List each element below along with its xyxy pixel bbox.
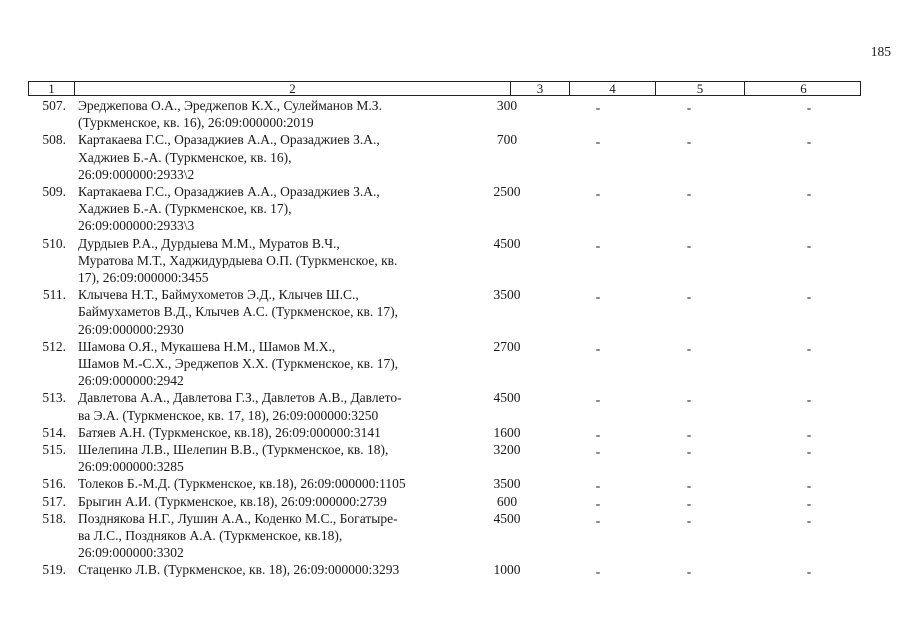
col-5-value: - bbox=[686, 426, 692, 442]
owner-description bbox=[78, 97, 460, 131]
description-line: ва Э.А. (Туркменское, кв. 17, 18), 26:09:000000:3250 bbox=[78, 407, 379, 423]
owner-description bbox=[78, 561, 460, 578]
row-number: 512. bbox=[42, 338, 66, 354]
header-col-4: 4 bbox=[570, 82, 656, 95]
table-row bbox=[0, 510, 900, 562]
col-6-value: - bbox=[806, 512, 812, 528]
col-4-value: - bbox=[595, 478, 601, 494]
header-col-3: 3 bbox=[511, 82, 570, 95]
description-line: Стаценко Л.В. (Туркменское, кв. 18), 26:09:000000:3293 bbox=[78, 562, 400, 578]
table-row bbox=[0, 441, 900, 475]
header-col-5: 5 bbox=[656, 82, 745, 95]
table-row bbox=[0, 561, 900, 578]
col-6-value: - bbox=[806, 186, 812, 202]
owner-description bbox=[78, 183, 460, 235]
col-6-value: - bbox=[806, 289, 812, 305]
row-number: 508. bbox=[42, 132, 66, 148]
col-4-value: - bbox=[595, 289, 601, 305]
description-line: 26:09:000000:2933\3 bbox=[78, 218, 195, 234]
area-value: 3500 bbox=[493, 287, 521, 303]
owner-description bbox=[78, 424, 460, 441]
row-number: 514. bbox=[42, 424, 66, 440]
table-row bbox=[0, 493, 900, 510]
page-number: 185 bbox=[870, 44, 891, 59]
owner-description bbox=[78, 286, 460, 338]
col-6-value: - bbox=[806, 237, 812, 253]
owner-description bbox=[78, 475, 460, 492]
header-col-1: 1 bbox=[29, 82, 75, 95]
description-line: Брыгин А.И. (Туркменское, кв.18), 26:09:000000:2739 bbox=[78, 493, 387, 509]
description-line: 26:09:000000:2942 bbox=[78, 373, 184, 389]
owner-description bbox=[78, 131, 460, 183]
table-row bbox=[0, 475, 900, 492]
row-number: 516. bbox=[42, 476, 66, 492]
col-5-value: - bbox=[686, 392, 692, 408]
description-line: 26:09:000000:2930 bbox=[78, 321, 184, 337]
col-5-value: - bbox=[686, 237, 692, 253]
table-row bbox=[0, 97, 900, 131]
col-6-value: - bbox=[806, 495, 812, 511]
col-6-value: - bbox=[806, 392, 812, 408]
col-5-value: - bbox=[686, 564, 692, 580]
description-line: Давлетова А.А., Давлетова Г.З., Давлетов А.В., Давлето- bbox=[78, 390, 402, 406]
table-row bbox=[0, 389, 900, 423]
description-line: Шамова О.Я., Мукашева Н.М., Шамов М.Х., bbox=[78, 338, 336, 354]
row-number: 511. bbox=[42, 287, 66, 303]
col-4-value: - bbox=[595, 186, 601, 202]
area-value: 4500 bbox=[493, 510, 521, 526]
col-4-value: - bbox=[595, 100, 601, 115]
table-row bbox=[0, 338, 900, 390]
description-line: 26:09:000000:3285 bbox=[78, 459, 184, 475]
col-5-value: - bbox=[686, 340, 692, 356]
col-4-value: - bbox=[595, 512, 601, 528]
col-5-value: - bbox=[686, 495, 692, 511]
description-line: Картакаева Г.С., Оразаджиев А.А., Оразаджиев З.А., bbox=[78, 184, 380, 200]
description-line: 26:09:000000:2933\2 bbox=[78, 166, 195, 182]
description-line: Позднякова Н.Г., Лушин А.А., Коденко М.С., Богатыре- bbox=[78, 510, 398, 526]
description-line: 17), 26:09:000000:3455 bbox=[78, 270, 209, 286]
owner-description bbox=[78, 389, 460, 423]
row-number: 518. bbox=[42, 510, 66, 526]
col-5-value: - bbox=[686, 289, 692, 305]
col-5-value: - bbox=[686, 478, 692, 494]
col-4-value: - bbox=[595, 444, 601, 460]
row-number: 515. bbox=[42, 442, 66, 458]
area-value: 1000 bbox=[493, 562, 521, 578]
header-col-6: 6 bbox=[800, 81, 807, 96]
area-value: 4500 bbox=[493, 390, 521, 406]
description-line: Клычева Н.Т., Баймухометов Э.Д., Клычев Ш.С., bbox=[78, 287, 359, 303]
description-line: Эреджепова О.А., Эреджепов К.Х., Сулейманов М.З. bbox=[78, 98, 382, 113]
description-line: ва Л.С., Поздняков А.А. (Туркменское, кв.18), bbox=[78, 528, 343, 544]
description-line: Шамов М.-С.Х., Эреджепов Х.Х. (Туркменское, кв. 17), bbox=[78, 356, 399, 372]
col-5-value: - bbox=[686, 186, 692, 202]
col-6-value: - bbox=[806, 564, 812, 580]
table-body bbox=[0, 97, 900, 579]
col-5-value: - bbox=[686, 444, 692, 460]
owner-description bbox=[78, 510, 460, 562]
description-line: 26:09:000000:3302 bbox=[78, 545, 184, 561]
col-4-value: - bbox=[595, 495, 601, 511]
col-6-value: - bbox=[806, 134, 812, 150]
col-5-value: - bbox=[686, 512, 692, 528]
description-line: Хаджиев Б.-А. (Туркменское, кв. 16), bbox=[78, 149, 292, 165]
description-line: Баймухаметов В.Д., Клычев А.С. (Туркменское, кв. 17), bbox=[78, 304, 398, 320]
col-6-value: - bbox=[806, 478, 812, 494]
area-value: 600 bbox=[496, 493, 518, 509]
col-4-value: - bbox=[595, 564, 601, 580]
description-line: Муратова М.Т., Хаджидурдыева О.П. (Туркменское, кв. bbox=[78, 252, 398, 268]
owner-description bbox=[78, 235, 460, 287]
col-6-value: - bbox=[806, 100, 812, 115]
description-line: Дурдыев Р.А., Дурдыева М.М., Муратов В.Ч., bbox=[78, 235, 340, 251]
col-4-value: - bbox=[595, 134, 601, 150]
col-5-value: - bbox=[686, 134, 692, 150]
description-line: Картакаева Г.С., Оразаджиев А.А., Оразаджиев З.А., bbox=[78, 132, 380, 148]
area-value: 2700 bbox=[493, 338, 521, 354]
col-6-value: - bbox=[806, 340, 812, 356]
area-value: 2500 bbox=[493, 184, 521, 200]
table-row bbox=[0, 286, 900, 338]
description-line: Хаджиев Б.-А. (Туркменское, кв. 17), bbox=[78, 201, 292, 217]
owner-description bbox=[78, 338, 460, 390]
area-value: 4500 bbox=[493, 235, 521, 251]
table-row bbox=[0, 235, 900, 287]
col-4-value: - bbox=[595, 340, 601, 356]
table-row bbox=[0, 131, 900, 183]
col-6-value: - bbox=[806, 426, 812, 442]
row-number: 510. bbox=[42, 235, 66, 251]
header-col-2: 2 bbox=[75, 82, 511, 95]
area-value: 700 bbox=[496, 132, 518, 148]
description-line: Батяев А.Н. (Туркменское, кв.18), 26:09:000000:3141 bbox=[78, 424, 381, 440]
col-5-value: - bbox=[686, 100, 692, 115]
description-line: (Туркменское, кв. 16), 26:09:000000:2019 bbox=[78, 115, 314, 131]
row-number: 513. bbox=[42, 390, 66, 406]
col-4-value: - bbox=[595, 237, 601, 253]
description-line: Толеков Б.-М.Д. (Туркменское, кв.18), 26:09:000000:1105 bbox=[78, 476, 406, 492]
col-4-value: - bbox=[595, 392, 601, 408]
table-row bbox=[0, 424, 900, 441]
row-number: 517. bbox=[42, 493, 66, 509]
row-number: 519. bbox=[42, 562, 66, 578]
row-number: 509. bbox=[42, 184, 66, 200]
row-number: 507. bbox=[42, 98, 66, 113]
area-value: 3200 bbox=[493, 442, 521, 458]
description-line: Шелепина Л.В., Шелепин В.В., (Туркменское, кв. 18), bbox=[78, 442, 389, 458]
col-4-value: - bbox=[595, 426, 601, 442]
area-value: 300 bbox=[496, 98, 518, 113]
table-header bbox=[28, 81, 861, 96]
table-row bbox=[0, 183, 900, 235]
owner-description bbox=[78, 441, 460, 475]
area-value: 1600 bbox=[493, 424, 521, 440]
owner-description bbox=[78, 493, 460, 510]
area-value: 3500 bbox=[493, 476, 521, 492]
col-6-value: - bbox=[806, 444, 812, 460]
